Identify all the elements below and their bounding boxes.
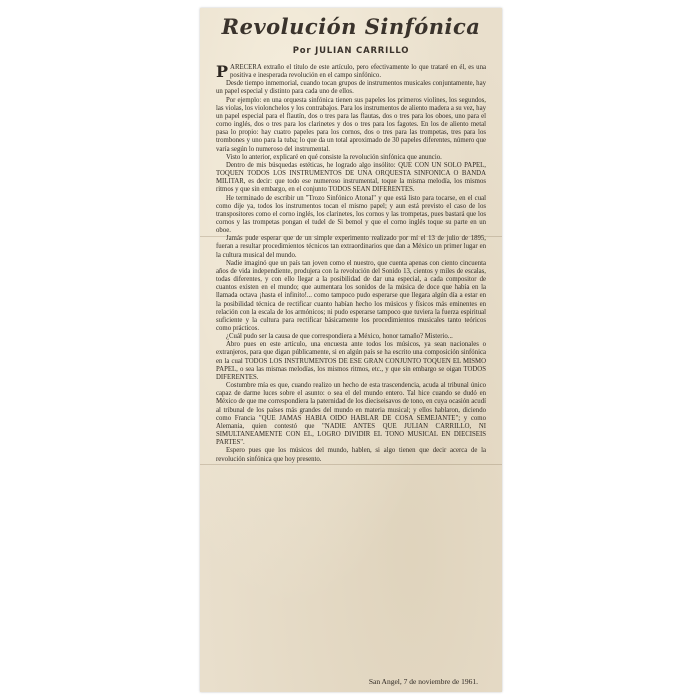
paragraph: Desde tiempo inmemorial, cuando tocan grupos de instrumentos musicales conjuntamente, hay un papel especial y distinto para cada uno de ellos. — [216, 80, 486, 96]
paragraph: Nadie imaginó que un país tan joven como el nuestro, que cuenta apenas con ciento cincuenta años de vida independiente, produjera con la revolución del Sonido 13, cientos y miles de escalas, todas diferentes, y con ello llegar a la posibilidad de dar una especial, a cada compositor de cuantos existen en el mundo; que aumentara los sonidos de la música de doce que había en la llamada octava ¡hasta el infinito!... como tampoco pudo esperarse que llegara algún día a estar en la posibilidad técnica de rectificar cuanto habían hecho los músicos y físicos más eminentes en relación con la escala de los armónicos; ni pudo esperarse tampoco que tuviera la fuerza espiritual suficiente y la cultura para rectificar básicamente los procedimientos musicales tanto teóricos como prácticos. — [216, 259, 486, 332]
paragraph: He terminado de escribir un "Trozo Sinfónico Atonal" y que está listo para tocarse, en el cual como dije ya, todos los instrumentos tocan el mismo papel; y aun está previsto el caso de los transpositores como el corno inglés, los clarinetes, los cornos y las trompetas, pues bastará que los cornos y las trompetas pongan el tudel de Si bemol y que el corno inglés toque su parte en un oboe. — [216, 194, 486, 235]
newspaper-clipping — [200, 8, 502, 692]
paragraph: PARECERA extraño el título de este artículo, pero efectivamente lo que trataré en él, es una positiva e inesperada revolución en el campo sinfónico. — [216, 62, 486, 81]
paragraph: Costumbre mía es que, cuando realizo un hecho de esta trascendencia, acuda al tribunal único capaz de darme luces sobre el asunto: o sea el del mundo entero. Tal hice cuando se dudó en México de que me correspondiera la paternidad de los dieciseisavos de tono, en cuya ocasión acudí al tribunal de los países más grandes del mundo en materia musical; y ellos hablaron, diciendo como Francia "QUE JAMAS HABIA OIDO HABLAR DE COSA SEMEJANTE"; y como Alemania, quien contestó que "NADIE ANTES QUE JULIAN CARRILLO, NI SIMULTANEAMENTE CON EL, LOGRO DIVIDIR EL TONO MUSICAL EN DIECISEIS PARTES". — [216, 382, 486, 447]
paragraph: Por ejemplo: en una orquesta sinfónica tienen sus papeles los primeros violines, los segundos, las violas, los violonchelos y los contrabajos. Para los instrumentos de aliento madera a su vez, hay un papel especial para el flautín, dos o tres para las flautas, dos o tres para los oboes, uno para el corno inglés, dos o tres para los clarinetes y dos o tres para los fagotes. En los de aliento metal pasa lo propio: hay cuatro papeles para los cornos, dos o tres para las trompetas, tres para los trombones y uno para la tuba; lo que da un total aproximado de 30 papeles diferentes, número que varía según lo numeroso del instrumental. — [216, 96, 486, 153]
article-byline: Por JULIAN CARRILLO — [292, 46, 410, 56]
drop-cap: P — [216, 62, 229, 81]
paragraph: Espero pues que los músicos del mundo, hablen, si algo tienen que decir acerca de la revolución sinfónica que hoy presento. — [216, 447, 486, 463]
article-body — [216, 64, 486, 464]
fold-line — [200, 464, 502, 465]
paragraph: Visto lo anterior, explicaré en qué consiste la revolución sinfónica que anuncio. — [226, 153, 442, 161]
paragraph: ¿Cuál pudo ser la causa de que correspondiera a México, honor tamaño? Misterio... — [226, 333, 453, 341]
article-title: Revolución Sinfónica — [221, 14, 481, 39]
paragraph: Dentro de mis búsquedas estéticas, he logrado algo insólito: QUE CON UN SOLO PAPEL, TOQUEN TODOS LOS INSTRUMENTOS DE UNA ORQUESTA SINFONICA O BANDA MILITAR, es decir: que todo ese numeroso instrumental, toque la misma melodía, los mismos ritmos y que sin embargo, en el conjunto TODOS SEAN DIFERENTES. — [216, 161, 486, 194]
dateline: San Angel, 7 de noviembre de 1961. — [368, 677, 478, 686]
paragraph: Jamás pude esperar que de un simple experimento realizado por mí el 13 de julio de 1895, fueran a resultar procedimientos técnicos tan extraordinarios que dan a México un primer lugar en la cultura musical del mundo. — [216, 235, 486, 259]
paragraph: Abro pues en este artículo, una encuesta ante todos los músicos, ya sean nacionales o extranjeros, para que digan públicamente, si en algún país se ha escrito una composición sinfónica en la cual TODOS LOS INSTRUMENTOS DE ESE GRAN CONJUNTO TOQUEN EL MISMO PAPEL, o sea las mismas melodías, los mismos ritmos, etc., y que sin embargo se oigan TODOS DIFERENTES. — [216, 341, 486, 381]
